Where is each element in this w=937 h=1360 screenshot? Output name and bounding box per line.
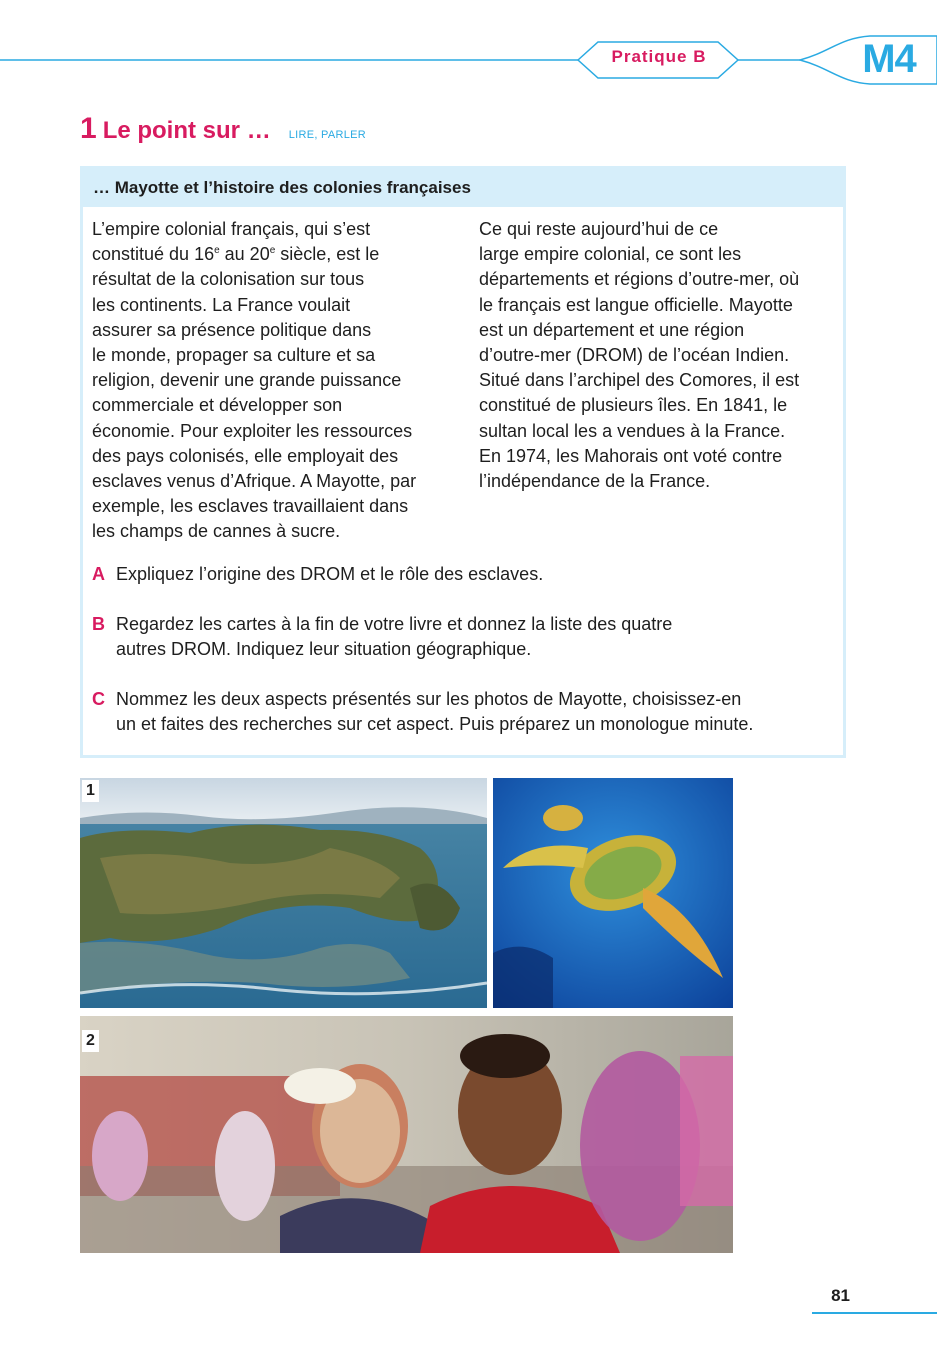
exercise-number: 1: [80, 112, 97, 145]
question-text: Regardez les cartes à la fin de votre livre et donnez la liste des quatre: [116, 614, 673, 634]
question-text: Expliquez l’origine des DROM et le rôle des esclaves.: [116, 564, 544, 584]
skills-tag: LIRE, PARLER: [288, 129, 367, 141]
question-letter: C: [92, 689, 105, 709]
text-line: le monde, propager sa culture et sa: [92, 345, 376, 366]
photo-number: 2: [82, 1030, 99, 1052]
text-line: En 1974, les Mahorais ont voté contre: [479, 445, 783, 466]
text-line: des pays colonisés, elle employait des: [92, 445, 399, 466]
text-line: l’indépendance de la France.: [479, 471, 711, 492]
section-label: Pratique B: [611, 47, 707, 66]
question-text: Nommez les deux aspects présentés sur les photos de Mayotte, choisissez-en: [116, 689, 742, 709]
question-letter: A: [92, 564, 105, 584]
text-column-right: [479, 217, 841, 494]
photo-sea-turtle: [493, 778, 733, 1008]
reading-box-header: [83, 169, 843, 207]
text-line: sultan local les a vendues à la France.: [479, 420, 786, 441]
photo-number: 1: [82, 780, 99, 802]
question-b: [92, 612, 832, 662]
question-text: autres DROM. Indiquez leur situation géographique.: [116, 639, 532, 659]
text-line: commerciale et développer son: [92, 395, 343, 416]
text-line: constitué de plusieurs îles. En 1841, le: [479, 395, 788, 416]
text-line: les champs de cannes à sucre.: [92, 521, 341, 542]
question-a: [92, 562, 832, 587]
text-line: le français est langue officielle. Mayotte: [479, 294, 793, 315]
text-line: économie. Pour exploiter les ressources: [92, 420, 413, 441]
photo-aerial-coast: [80, 778, 487, 1008]
text-line: religion, devenir une grande puissance: [92, 370, 402, 391]
text-line: exemple, les esclaves travaillaient dans: [92, 496, 409, 517]
text-line: est un département et une région: [479, 319, 745, 340]
text-line: large empire colonial, ce sont les: [479, 244, 742, 265]
exercise-title: [80, 112, 366, 146]
text-line: L’empire colonial français, qui s’est: [92, 219, 371, 239]
exercise-heading: Le point sur …: [102, 117, 271, 144]
footer-rule: [812, 1312, 937, 1314]
module-code: M4: [862, 37, 916, 81]
text-line: les continents. La France voulait: [92, 294, 351, 315]
text-line: Situé dans l’archipel des Comores, il est: [479, 370, 800, 391]
text-line: résultat de la colonisation sur tous: [92, 269, 365, 290]
header-band: [0, 30, 937, 90]
text-line: Ce qui reste aujourd’hui de ce: [479, 219, 719, 239]
text-line: départements et régions d’outre-mer, où: [479, 269, 800, 290]
question-c: [92, 687, 832, 737]
reading-box: [80, 166, 846, 758]
reading-box-heading: … Mayotte et l’histoire des colonies françaises: [93, 178, 471, 197]
photo-mahorais-women: [80, 1016, 733, 1253]
question-text: un et faites des recherches sur cet aspect. Puis préparez un monologue minute.: [116, 714, 754, 734]
text-column-left: [92, 217, 462, 545]
text-line: esclaves venus d’Afrique. A Mayotte, par: [92, 471, 417, 492]
question-letter: B: [92, 614, 105, 634]
text-line: d’outre-mer (DROM) de l’océan Indien.: [479, 345, 790, 366]
text-line: constitué du 16e au 20e siècle, est le: [92, 244, 380, 265]
page-number: 81: [831, 1286, 850, 1305]
text-line: assurer sa présence politique dans: [92, 319, 372, 340]
